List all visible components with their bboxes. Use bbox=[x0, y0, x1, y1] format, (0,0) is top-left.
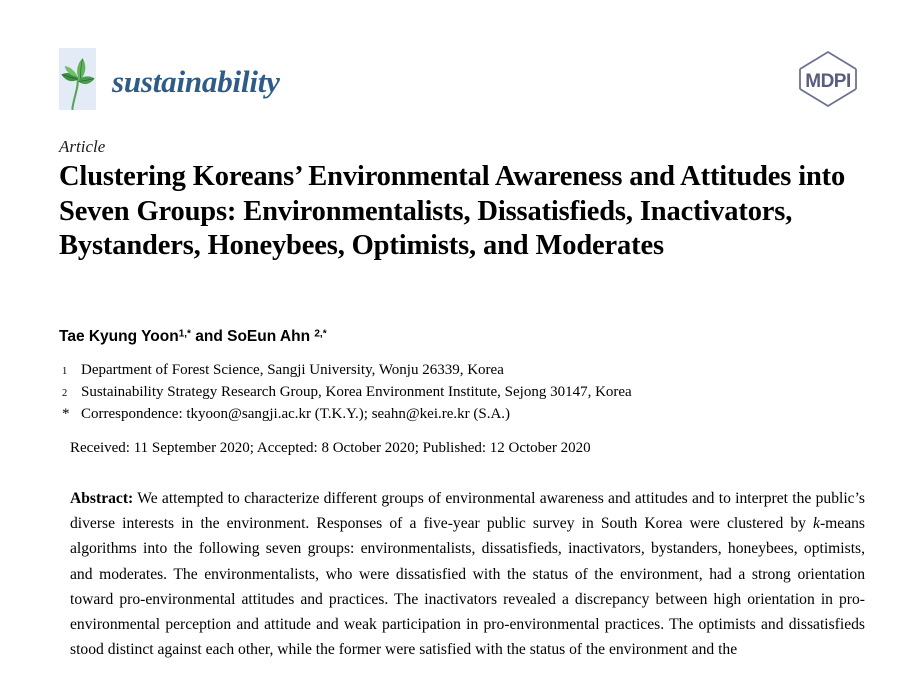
journal-brand bbox=[59, 48, 280, 110]
plant-leaves-icon bbox=[59, 48, 96, 110]
affiliation-list bbox=[59, 360, 859, 425]
affiliation-row bbox=[59, 382, 859, 404]
article-type-label: Article bbox=[59, 137, 106, 156]
publication-dates: Received: 11 September 2020; Accepted: 8 October 2020; Published: 12 October 2020 bbox=[70, 440, 591, 456]
correspondence-row bbox=[59, 404, 859, 425]
affiliation-text: Department of Forest Science, Sangji University, Wonju 26339, Korea bbox=[81, 362, 504, 378]
affiliation-marker: 1 bbox=[62, 366, 68, 377]
svg-text:MDPI: MDPI bbox=[805, 71, 851, 92]
mdpi-hexagon-icon bbox=[792, 48, 864, 110]
affiliation-text: Sustainability Strategy Research Group, Korea Environment Institute, Sejong 30147, Korea bbox=[81, 384, 632, 400]
author-2-affiliation-marker: 2,* bbox=[314, 328, 327, 340]
affiliation-marker: 2 bbox=[62, 388, 68, 399]
abstract bbox=[70, 486, 865, 662]
affiliation-row bbox=[59, 360, 859, 382]
correspondence-text[interactable]: Correspondence: tkyoon@sangji.ac.kr (T.K.Y.); seahn@kei.re.kr (S.A.) bbox=[81, 406, 511, 422]
abstract-label: Abstract: bbox=[70, 490, 134, 507]
page-title: Clustering Koreans’ Environmental Awareness and Attitudes into Seven Groups: Environmentalists, Dissatisfieds, Inactivators, Bystanders, Honeybees, Optimists, and Moderates bbox=[59, 161, 846, 261]
author-name-1: Tae Kyung Yoon bbox=[59, 328, 179, 345]
abstract-text-part-2: -means algorithms into the following seven groups: environmentalists, dissatisfieds, inactivators, bystanders, honeybees, optimists, and moderates. The environmentalists, who were dissatisfied with the status of the environment, had a strong orientation toward pro-environmental attitudes and practices. The inactivators revealed a discrepancy between high orientation in pro-environmental perception and attitude and weak participation in pro-environmental practices. The optimists and dissatisfieds stood distinct against each other, while the former were satisfied with the status of the environment and the bbox=[70, 515, 865, 659]
journal-name: sustainability bbox=[112, 63, 280, 99]
abstract-text-part-1: We attempted to characterize different groups of environmental awareness and attitudes and to interpret the public’s diverse interests in the environment. Responses of a five-year public survey in South Korea were clustered by bbox=[70, 490, 865, 533]
masthead bbox=[59, 48, 864, 110]
correspondence-marker: * bbox=[62, 406, 70, 422]
author-list bbox=[59, 328, 327, 346]
abstract-italic-k: k bbox=[813, 515, 820, 533]
author-conjunction: and SoEun Ahn bbox=[190, 328, 315, 345]
author-1-affiliation-marker: 1,* bbox=[178, 328, 191, 340]
